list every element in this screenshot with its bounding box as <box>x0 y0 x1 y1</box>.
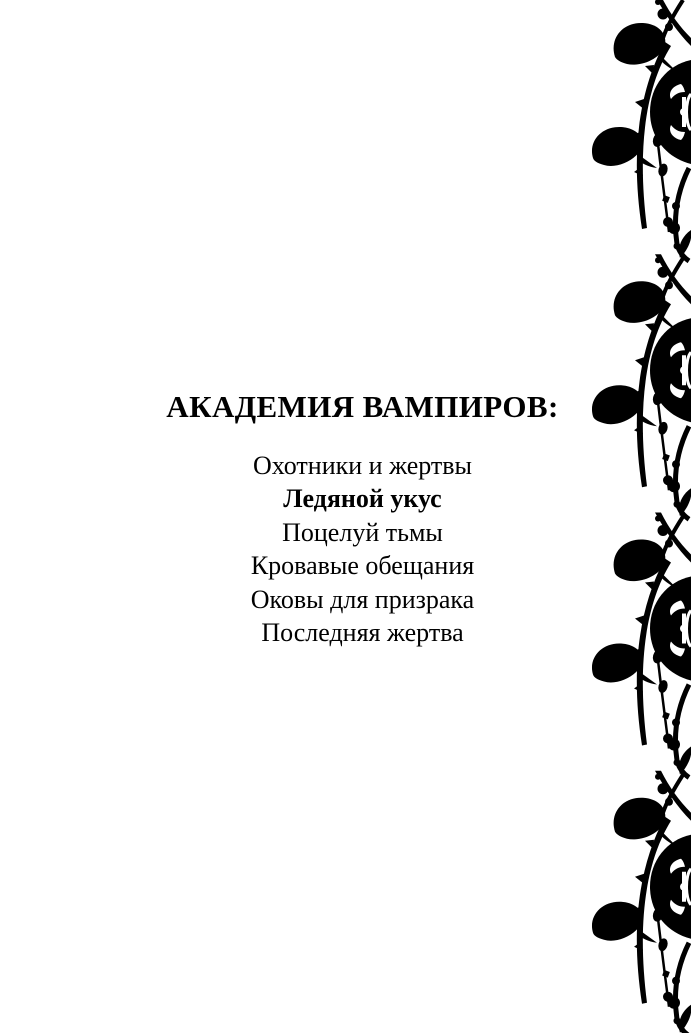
series-title-item: Последняя жертва <box>261 618 464 648</box>
series-title-item: Оковы для призрака <box>250 584 475 614</box>
floral-vine-border-ornament-icon <box>585 0 691 1033</box>
series-title-item: Ледяной укус <box>283 484 442 514</box>
series-title-item: Кровавые обещания <box>250 551 475 581</box>
series-title-item: Поцелуй тьмы <box>282 517 443 547</box>
series-heading: АКАДЕМИЯ ВАМПИРОВ: <box>166 389 559 424</box>
series-title-item: Охотники и жертвы <box>252 451 473 480</box>
